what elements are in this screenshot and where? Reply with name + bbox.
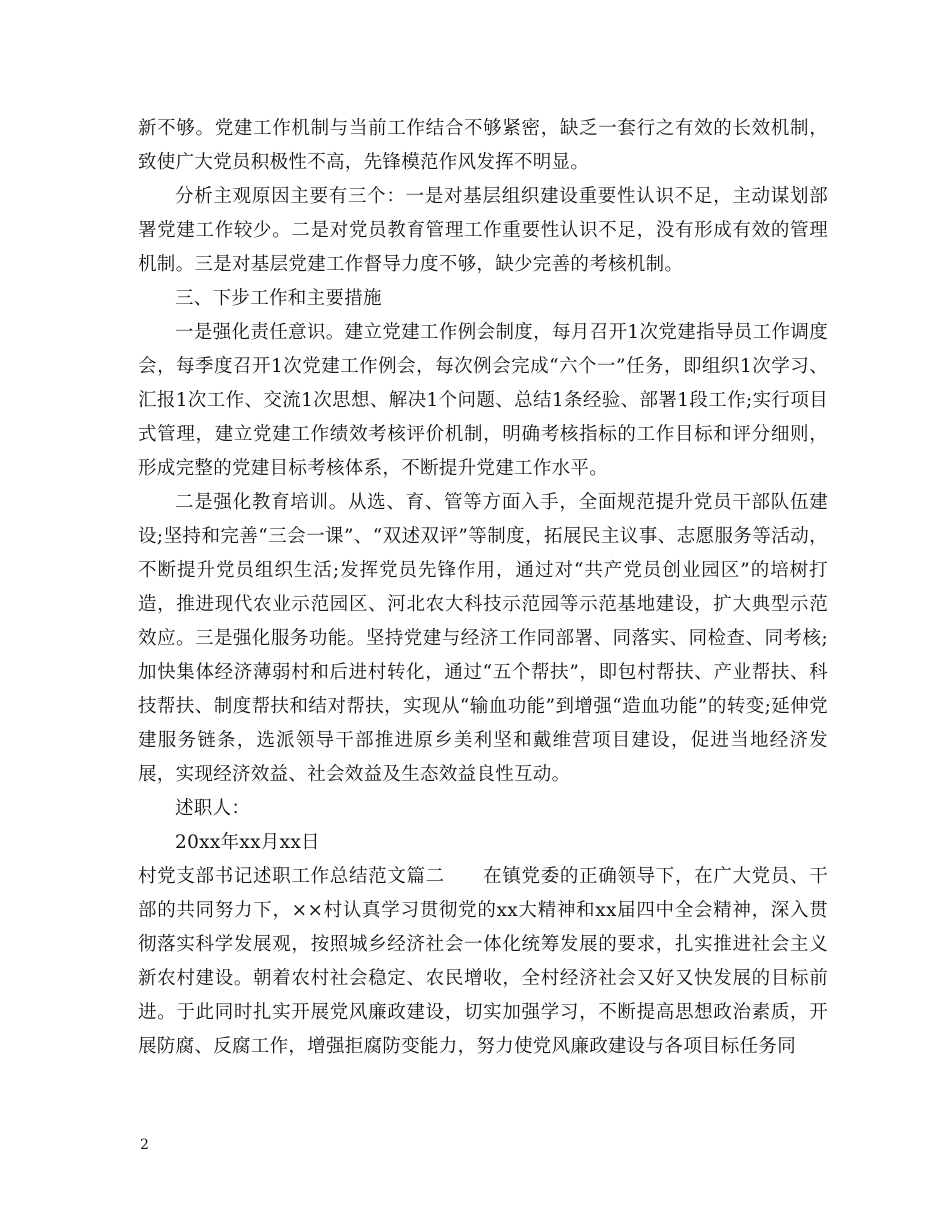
signature-label: 述职人： xyxy=(175,798,251,819)
document-body xyxy=(138,112,828,1064)
paragraph-continuation: 新不够。党建工作机制与当前工作结合不够紧密，缺乏一套行之有效的长效机制，致使广大党员积极性不高，先锋模范作风发挥不明显。 xyxy=(138,118,828,173)
paragraph-responsibility: 一是强化责任意识。建立党建工作例会制度，每月召开1次党建指导员工作调度会，每季度召开1次党建工作例会，每次例会完成“六个一”任务，即组织1次学习、汇报1次工作、交流1次思想、解决1个问题、总结1条经验、部署1段工作;实行项目式管理，建立党建工作绩效考核评价机制，明确考核指标的工作目标和评分细则，形成完整的党建目标考核体系，不断提升党建工作水平。 xyxy=(138,322,828,479)
paragraph-training-service: 二是强化教育培训。从选、育、管等方面入手，全面规范提升党员干部队伍建设;坚持和完善“三会一课”、“双述双评”等制度，拓展民主议事、志愿服务等活动，不断提升党员组织生活;发挥党员先锋作用，通过对“共产党员创业园区”的培树打造，推进现代农业示范园区、河北农大科技示范园等示范基地建设，扩大典型示范效应。三是强化服务功能。坚持党建与经济工作同部署、同落实、同检查、同考核;加快集体经济薄弱村和后进村转化，通过“五个帮扶”，即包村帮扶、产业帮扶、科技帮扶、制度帮扶和结对帮扶，实现从“输血功能”到增强“造血功能”的转变;延伸党建服务链条，选派领导干部推进原乡美利坚和戴维营项目建设，促进当地经济发展，实现经济效益、社会效益及生态效益良性互动。 xyxy=(138,492,828,785)
paragraph-article-two: 村党支部书记述职工作总结范文篇二 在镇党委的正确领导下，在广大党员、干部的共同努力下，××村认真学习贯彻党的xx大精神和xx届四中全会精神，深入贯彻落实科学发展观，按照城乡经济社会一体化统筹发展的要求，扎实推进社会主义新农村建设。朝着农村社会稳定、农民增收，全村经济社会又好又快发展的目标前进。于此同时扎实开展党风廉政建设，切实加强学习，不断提高思想政治素质，开展防腐、反腐工作，增强拒腐防变能力，努力使党风廉政建设与各项目标任务同 xyxy=(138,866,828,1057)
paragraph-subjective-causes: 分析主观原因主要有三个：一是对基层组织建设重要性认识不足，主动谋划部署党建工作较少。二是对党员教育管理工作重要性认识不足，没有形成有效的管理机制。三是对基层党建工作督导力度不够，缺少完善的考核机制。 xyxy=(138,186,828,275)
date-line: 20xx年xx月xx日 xyxy=(175,832,320,853)
page-number: 2 xyxy=(140,1137,149,1153)
section-heading-next-steps: 三、下步工作和主要措施 xyxy=(175,288,382,309)
